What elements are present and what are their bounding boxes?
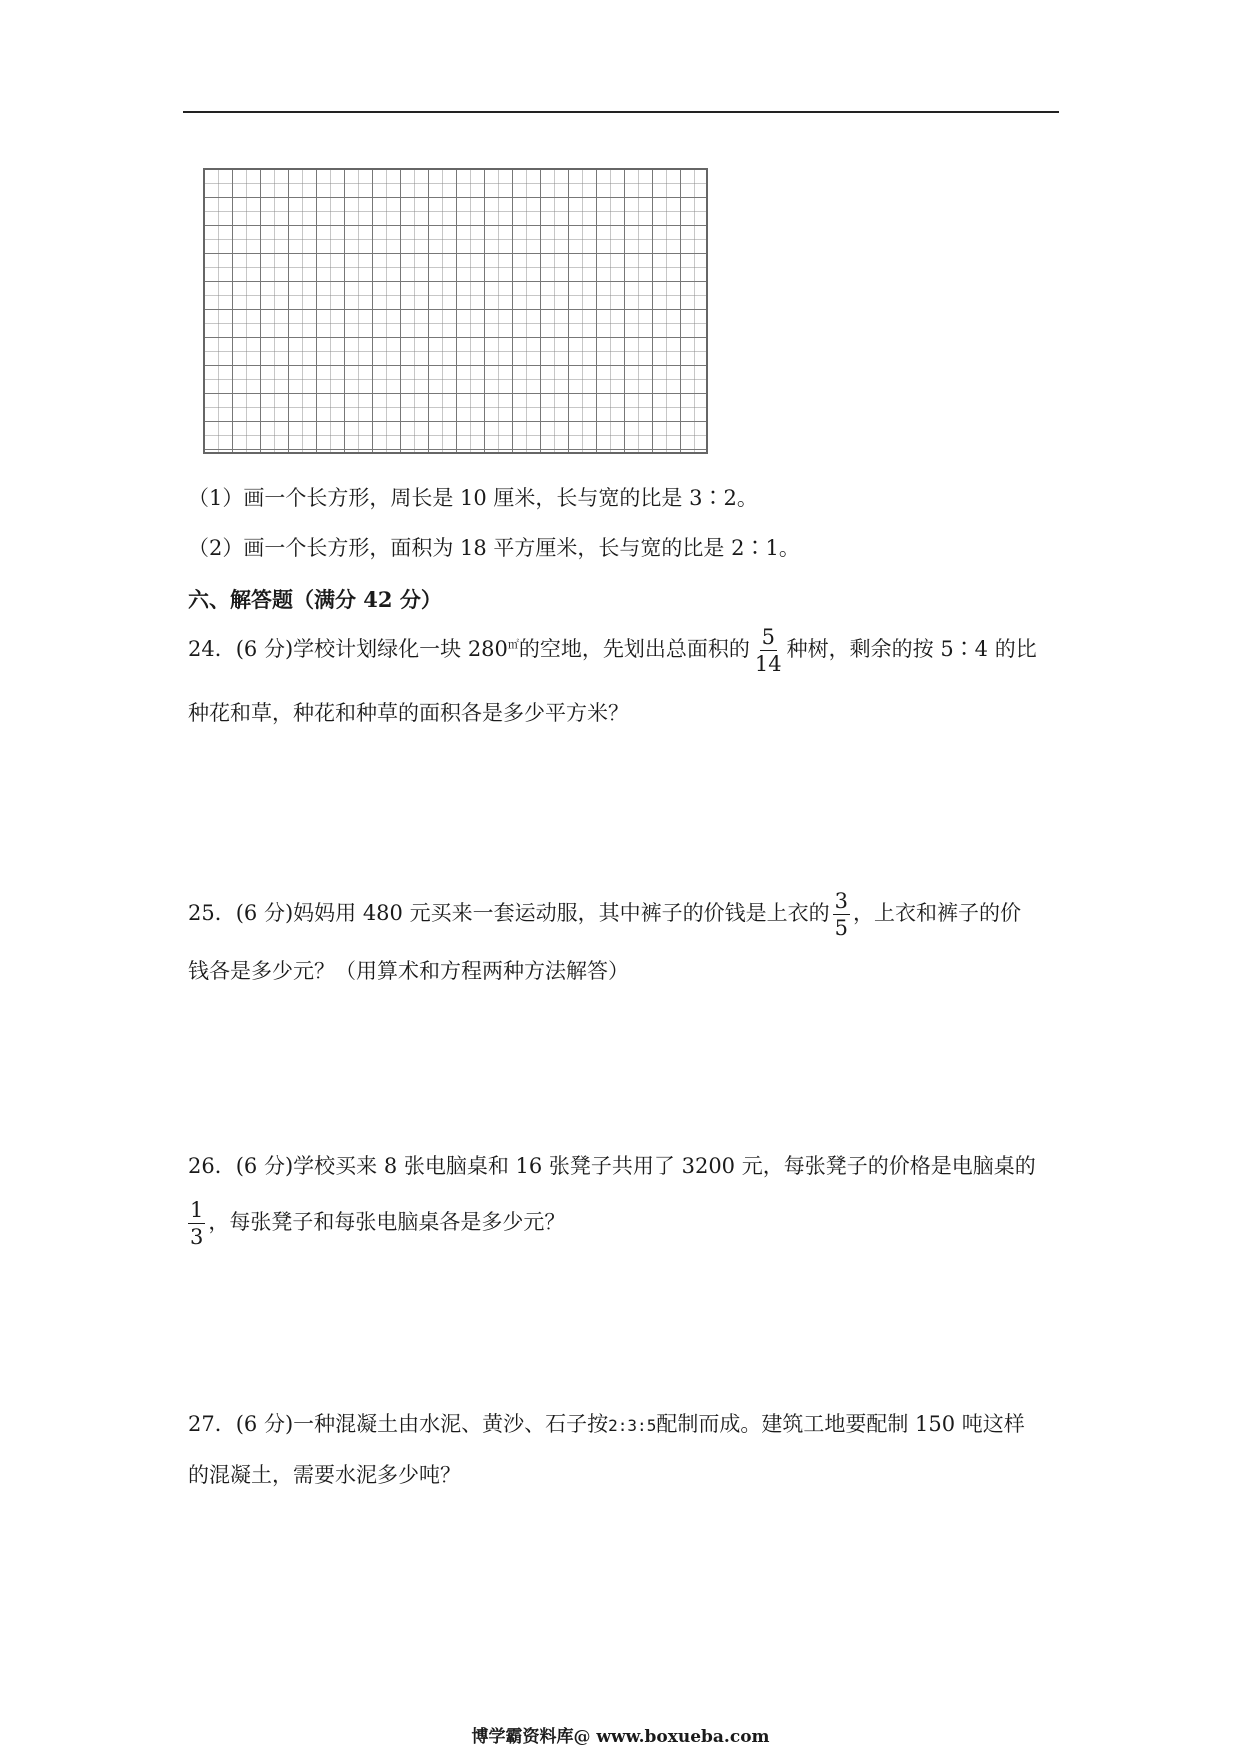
q25-text-1: 25．(6 分)妈妈用 480 元买来一套运动服，其中裤子的价钱是上衣的: [188, 901, 830, 926]
q25-frac-num: 3: [833, 890, 850, 915]
q24-frac-num: 5: [760, 626, 777, 651]
question-27: [188, 1414, 1025, 1435]
draw-task-2: （2）画一个长方形，面积为 18 平方厘米，长与宽的比是 2∶1。: [188, 536, 800, 560]
q25-frac-den: 5: [834, 916, 848, 941]
drawing-grid: [203, 168, 708, 454]
q27-ratio: 2:3:5: [608, 1416, 657, 1435]
draw-task-1: （1）画一个长方形，周长是 10 厘米，长与宽的比是 3∶2。: [188, 486, 758, 510]
header-rule: [183, 111, 1059, 113]
q26-frac-den: 3: [190, 1225, 204, 1250]
q24-text-2: 的空地，先划出总面积的: [518, 637, 750, 662]
q27-text-1: 27．(6 分)一种混凝土由水泥、黄沙、石子按: [188, 1412, 609, 1436]
q24-text-3: 种树，剩余的按 5∶4 的比: [786, 637, 1037, 662]
q26-frac-num: 1: [188, 1199, 205, 1224]
q25-line-2: 钱各是多少元？（用算术和方程两种方法解答）: [188, 959, 629, 983]
q25-text-2: ，上衣和裤子的价: [852, 901, 1021, 926]
q27-line-2: 的混凝土，需要水泥多少吨？: [188, 1463, 461, 1487]
q24-unit: ㎡: [507, 638, 519, 652]
question-26: 26．(6 分)学校买来 8 张电脑桌和 16 张凳子共用了 3200 元，每张凳子的价格是电脑桌的: [188, 1154, 1036, 1178]
question-25: [188, 890, 1021, 939]
q26-text-2: ，每张凳子和每张电脑桌各是多少元？: [208, 1210, 566, 1235]
q24-line-2: 种花和草，种花和种草的面积各是多少平方米？: [188, 701, 629, 725]
q24-frac-den: 14: [754, 652, 782, 677]
q24-text-1: 24．(6 分)学校计划绿化一块 280: [188, 637, 508, 662]
section-title: 六、解答题（满分 42 分）: [188, 587, 442, 612]
q26-fraction: [188, 1199, 205, 1248]
question-24: [188, 626, 1037, 675]
q24-fraction: [753, 626, 784, 675]
q27-text-2: 配制而成。建筑工地要配制 150 吨这样: [656, 1412, 1025, 1436]
q26-line-2: [188, 1199, 565, 1248]
footer-watermark: 博学霸资料库@ www.boxueba.com: [471, 1727, 770, 1747]
q25-fraction: [833, 890, 850, 939]
